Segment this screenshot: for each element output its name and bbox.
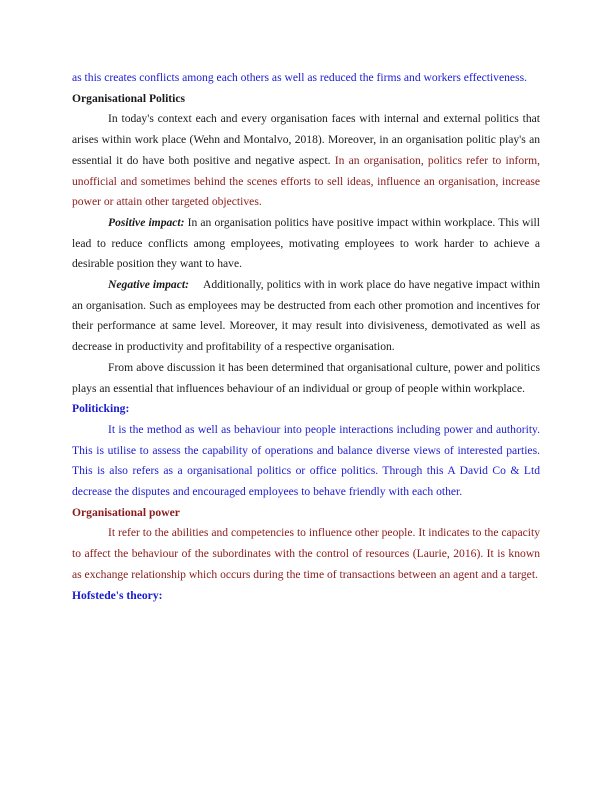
politicking-heading: Politicking: (72, 402, 130, 416)
politicking-paragraph: It is the method as well as behaviour into people interactions including power and authority. This is utilise to assess the capability of operations and balance diverse views of interested parties. This is also refers as a organisational politics or office politics. Through this A David Co & Ltd decrease the disputes and encouraged employees to behave friendly with each other. (72, 422, 540, 499)
org-politics-text-1: In today's context each and every organisation faces with internal and external politics that arises within work place ( (72, 112, 540, 147)
org-power-text-2: ). It is known as exchange relationship which occurs during the time of transactions between an agent and a target. (72, 547, 540, 581)
page-content (72, 68, 540, 606)
hofstede-heading: Hofstede's theory: (72, 588, 163, 602)
positive-impact-text: In an organisation politics have positive impact within workplace. This will lead to reduce conflicts among employees, motivating employees to work harder to achieve a desirable position they want to have. (72, 215, 540, 271)
negative-impact-label: Negative impact: (108, 278, 189, 292)
positive-impact-paragraph (72, 213, 540, 275)
negative-impact-paragraph (72, 275, 540, 358)
org-politics-definition: In an organisation, politics refer to inform, unofficial and sometimes behind the scenes efforts to sell ideas, influence an organisation, increase power or attain other targeted objectives. (72, 153, 540, 209)
org-power-heading: Organisational power (72, 505, 180, 519)
conclusion-paragraph: From above discussion it has been determined that organisational culture, power and politics plays an essential that influences behaviour of an individual or group of people within workplace. (72, 360, 540, 395)
citation-laurie: Laurie, 2016 (416, 547, 477, 561)
org-politics-text-2: ). Moreover, in an organisation politic play's an essential it do have both positive and negative aspect. (72, 133, 541, 167)
org-politics-heading: Organisational Politics (72, 91, 186, 105)
citation-wehn: Wehn and Montalvo, 2018 (193, 133, 318, 147)
positive-impact-label: Positive impact: (108, 215, 185, 229)
intro-paragraph: as this creates conflicts among each others as well as reduced the firms and workers effectiveness. (72, 71, 527, 84)
org-power-text-1: It refer to the abilities and competencies to influence other people. It indicates to the capacity to affect the behaviour of the subordinates with the control of resources ( (72, 526, 541, 561)
negative-impact-text: Additionally, politics with in work place do have negative impact within an organisation. Such as employees may be destructed from each other promotion and incentives for their performance at same level. Moreover, it may result into divisiveness, demotivated as well as decrease in productivity and profitability of a respective organisation. (72, 278, 541, 354)
org-power-paragraph (72, 523, 540, 585)
org-politics-paragraph (72, 109, 540, 213)
